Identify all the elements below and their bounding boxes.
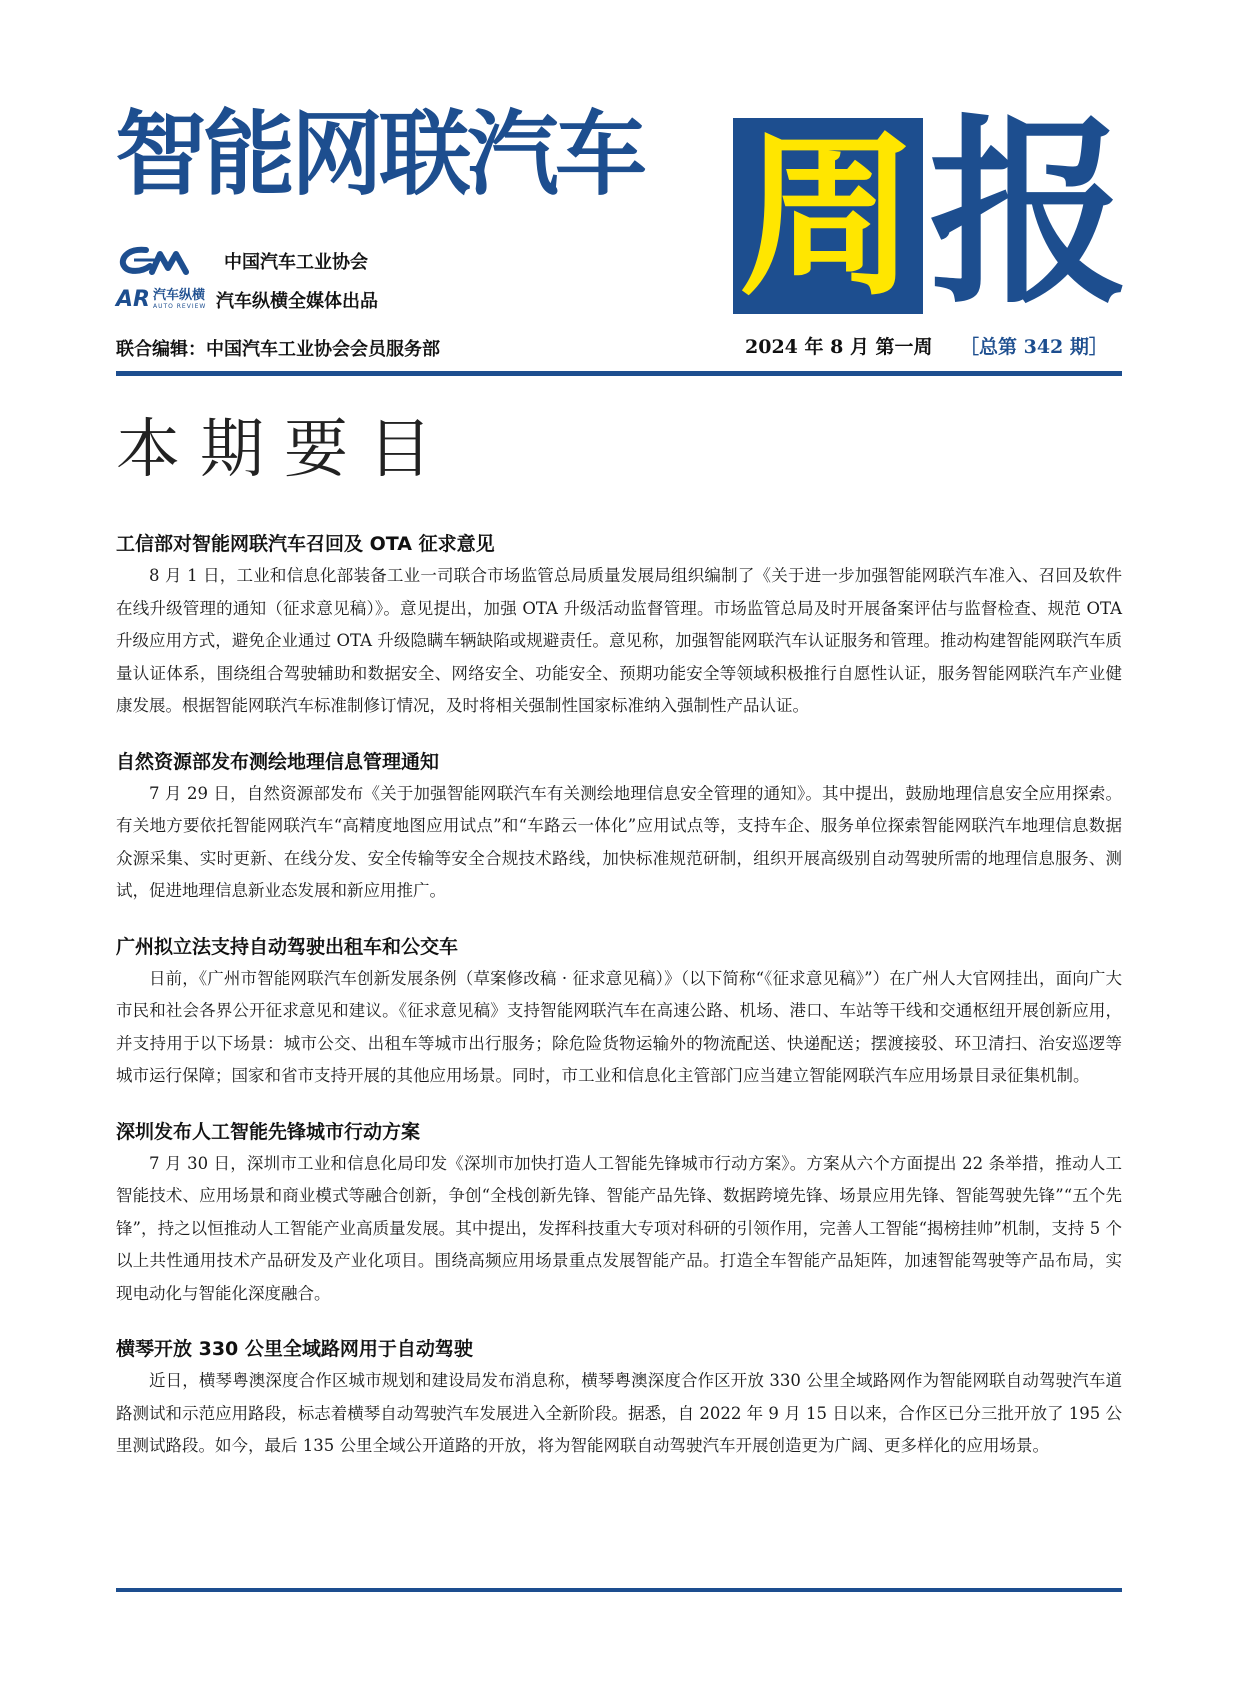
- autoreview-mark-icon: AR: [116, 287, 150, 312]
- article-item: [116, 931, 1122, 1093]
- article-headline: 深圳发布人工智能先锋城市行动方案: [116, 1120, 421, 1143]
- issue-date: 2024 年 8 月 第一周: [745, 336, 933, 358]
- article-list: [116, 528, 1122, 1486]
- article-item: [116, 746, 1122, 908]
- article-headline: 横琴开放 330 公里全域路网用于自动驾驶: [116, 1338, 473, 1360]
- bao-character: 报: [928, 98, 1129, 331]
- article-body: 近日，横琴粤澳深度合作区城市规划和建设局发布消息称，横琴粤澳深度合作区开放 330 公里全域路网作为智能网联自动驾驶汽车道路测试和示范应用路段，标志着横琴自动驾驶汽车发展进入全新阶段。据悉，自 2022 年 9 月 15 日以来，合作区已分三批开放了 195 公里测试路段。如今，最后 135 公里全域公开道路的开放，将为智能网联自动驾驶汽车开展创造更为广阔、更多样化的应用场景。: [116, 1371, 1122, 1455]
- section-title: 本期要目: [116, 413, 452, 487]
- article-item: [116, 1116, 1122, 1311]
- caam-publisher-row: [116, 246, 368, 276]
- zhou-character: 周: [739, 111, 917, 320]
- article-item: [116, 528, 1122, 723]
- co-editor: 联合编辑：中国汽车工业协会会员服务部: [116, 339, 440, 360]
- autoreview-logo-cn: 汽车纵横: [152, 288, 205, 303]
- article-body: 7 月 30 日，深圳市工业和信息化局印发《深圳市加快打造人工智能先锋城市行动方案》。方案从六个方面提出 22 条举措，推动人工智能技术、应用场景和商业模式等融合创新，争创“全栈创新先锋、智能产品先锋、数据跨境先锋、场景应用先锋、智能驾驶先锋”“五个先锋”，持之以恒推动人工智能产业高质量发展。其中提出，发挥科技重大专项对科研的引领作用，完善人工智能“揭榜挂帅”机制，支持 5 个以上共性通用技术产品研发及产业化项目。围绕高频应用场景重点发展智能产品。打造全车智能产品矩阵，加速智能驾驶等产品布局，实现电动化与智能化深度融合。: [116, 1153, 1122, 1303]
- top-divider: [116, 371, 1122, 376]
- article-headline: 工信部对智能网联汽车召回及 OTA 征求意见: [116, 533, 495, 555]
- autoreview-logo: [116, 286, 210, 314]
- autoreview-logo-en: AUTO REVIEW: [152, 303, 207, 310]
- autoreview-publisher-row: [116, 286, 378, 314]
- article-body: 7 月 29 日，自然资源部发布《关于加强智能网联汽车有关测绘地理信息安全管理的通知》。其中提出，鼓励地理信息安全应用探索。有关地方要依托智能网联汽车“高精度地图应用试点”和“车路云一体化”应用试点等，支持车企、服务单位探索智能网联汽车地理信息数据众源采集、实时更新、在线分发、安全传输等安全合规技术路线，加快标准规范研制，组织开展高级别自动驾驶所需的地理信息服务、测试，促进地理信息新业态发展和新应用推广。: [116, 783, 1122, 900]
- caam-logo-icon: [116, 246, 200, 276]
- article-item: [116, 1333, 1122, 1463]
- article-headline: 自然资源部发布测绘地理信息管理通知: [116, 750, 440, 773]
- article-body: 日前，《广州市智能网联汽车创新发展条例（草案修改稿 · 征求意见稿）》（以下简称“《征求意见稿》”）在广州人大官网挂出，面向广大市民和社会各界公开征求意见和建议。《征求意见稿》支持智能网联汽车在高速公路、机场、港口、车站等干线和交通枢纽开展创新应用，并支持用于以下场景：城市公交、出租车等城市出行服务；除危险货物运输外的物流配送、快递配送；摆渡接驳、环卫清扫、治安巡逻等城市运行保障；国家和省市支持开展的其他应用场景。同时，市工业和信息化主管部门应当建立智能网联汽车应用场景目录征集机制。: [116, 968, 1122, 1085]
- article-body: 8 月 1 日，工业和信息化部装备工业一司联合市场监管总局质量发展局组织编制了《关于进一步加强智能网联汽车准入、召回及软件在线升级管理的通知（征求意见稿）》。意见提出，加强 OTA 升级活动监督管理。市场监管总局及时开展备案评估与监督检查、规范 OTA 升级应用方式，避免企业通过 OTA 升级隐瞒车辆缺陷或规避责任。意见称，加强智能网联汽车认证服务和管理。推动构建智能网联汽车质量认证体系，围绕组合驾驶辅助和数据安全、网络安全、功能安全、预期功能安全等领域积极推行自愿性认证，服务智能网联汽车产业健康发展。根据智能网联汽车标准制修订情况，及时将相关强制性国家标准纳入强制性产品认证。: [116, 566, 1122, 715]
- caam-name: 中国汽车工业协会: [224, 252, 368, 273]
- zhou-block: [733, 111, 923, 320]
- article-headline: 广州拟立法支持自动驾驶出租车和公交车: [116, 935, 459, 958]
- autoreview-publisher-text: 汽车纵横全媒体出品: [216, 291, 378, 312]
- masthead-title: 智能网联汽车: [115, 101, 644, 208]
- bottom-divider: [116, 1588, 1122, 1592]
- issue-total: ［总第 342 期］: [960, 336, 1108, 358]
